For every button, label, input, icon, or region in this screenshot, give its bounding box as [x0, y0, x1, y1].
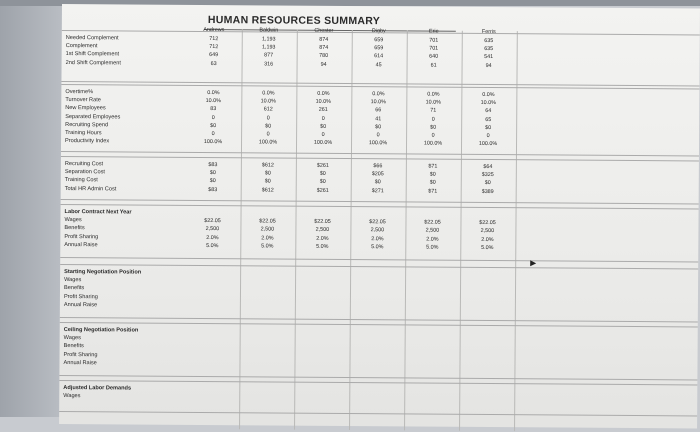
company-column-values — [247, 35, 291, 68]
cell-value — [246, 209, 290, 218]
cell-value — [466, 211, 510, 220]
cell-value: 649 — [209, 52, 219, 59]
cell-value: 0 — [431, 132, 435, 139]
company-header-ferris: Ferris — [481, 28, 496, 36]
cell-value: 1,193 — [261, 36, 276, 43]
company-column-values — [302, 36, 346, 69]
cell-value: 1,193 — [261, 44, 276, 51]
cell-value: 100.0% — [423, 140, 443, 147]
row-label: Overtime% — [65, 89, 94, 96]
cell-value: 877 — [264, 52, 274, 59]
cell-value: 5.0% — [261, 243, 274, 250]
company-column-values — [356, 90, 400, 148]
cell-value: 2,500 — [315, 227, 330, 234]
row-label: Benefits — [63, 285, 85, 292]
cell-value: 0 — [321, 115, 325, 122]
row-label: Training Hours — [65, 130, 102, 137]
cell-value: 0.0% — [372, 91, 385, 98]
cell-value: 2.0% — [481, 236, 494, 243]
cell-value: 10.0% — [370, 99, 386, 106]
cell-value: 0 — [431, 116, 435, 123]
cell-value: 65 — [485, 116, 492, 123]
row-label: Labor Contract Next Year — [64, 209, 132, 216]
cell-value: 45 — [375, 61, 382, 68]
cell-value: $612 — [261, 187, 274, 194]
cell-value: 0.0% — [317, 90, 330, 97]
cell-value — [191, 209, 235, 218]
cell-value: 2.0% — [371, 235, 384, 242]
cell-value: 10.0% — [315, 98, 331, 106]
row-label: Profit Sharing — [63, 351, 98, 358]
cell-value: 2,500 — [425, 227, 440, 235]
cell-value: $83 — [208, 186, 218, 193]
cell-value: $0 — [375, 124, 382, 131]
cell-value: 316 — [264, 61, 274, 68]
cell-value: $389 — [481, 188, 494, 195]
cell-value: 5.0% — [426, 244, 439, 251]
cell-value: $0 — [429, 171, 436, 178]
cell-value: $0 — [265, 123, 272, 130]
cell-value: $0 — [320, 123, 327, 130]
cell-value: $0 — [209, 178, 216, 185]
cell-value: $64 — [483, 163, 493, 171]
row-label: Starting Negotiation Position — [64, 269, 142, 276]
cell-value: 0 — [321, 131, 325, 138]
cell-value: 659 — [374, 45, 384, 52]
cell-value: 2.0% — [206, 234, 219, 241]
cell-value: $71 — [428, 163, 438, 170]
cell-value: 640 — [429, 53, 439, 61]
company-column-values — [411, 162, 455, 195]
company-column-values — [410, 210, 454, 251]
cell-value: 71 — [430, 107, 437, 115]
company-column-values — [191, 161, 235, 194]
row-label: Wages — [63, 335, 81, 342]
cell-value: 0 — [266, 131, 270, 138]
cell-value: $71 — [428, 188, 438, 195]
cell-value: 0 — [486, 132, 490, 140]
cell-value: 659 — [374, 37, 384, 44]
row-label: Annual Raise — [63, 301, 98, 309]
row-label: Total HR Admin Cost — [64, 185, 117, 192]
cell-value: 261 — [318, 107, 328, 114]
company-column-values — [300, 210, 344, 251]
row-label: New Employees — [65, 105, 106, 112]
cell-value: $325 — [481, 172, 494, 179]
cell-value: 94 — [485, 62, 492, 69]
cell-value: 94 — [320, 61, 327, 68]
cell-value: 612 — [263, 106, 273, 113]
cell-value: $83 — [208, 162, 218, 169]
cell-value: $22.05 — [259, 218, 276, 225]
cell-value: 635 — [484, 37, 494, 45]
cell-value: 0 — [266, 115, 270, 122]
cell-value: 2,500 — [205, 226, 220, 233]
row-label: Wages — [64, 277, 82, 284]
cell-value: $0 — [319, 171, 326, 178]
company-column-values — [246, 89, 290, 147]
cell-value: 63 — [210, 60, 217, 67]
company-column-values — [192, 35, 236, 68]
cell-value: $261 — [316, 162, 329, 169]
row-label: Training Cost — [64, 177, 98, 184]
cell-value — [301, 210, 345, 219]
cell-value: $261 — [316, 187, 329, 194]
cell-value: 100.0% — [258, 139, 278, 146]
cell-value: $22.05 — [479, 220, 496, 227]
cell-value: 0.0% — [482, 91, 495, 99]
cell-value: 100.0% — [203, 139, 223, 146]
row-label: Wages — [63, 393, 81, 400]
cell-value: 874 — [319, 44, 329, 52]
cell-value: 0 — [376, 132, 380, 139]
cell-value: 2.0% — [426, 236, 439, 243]
cell-value: 874 — [319, 36, 329, 43]
row-label: Adjusted Labor Demands — [63, 385, 132, 392]
company-column-values — [190, 209, 234, 250]
cell-value: 64 — [485, 108, 492, 115]
cell-value: 10.0% — [205, 98, 221, 105]
cell-value: 614 — [374, 53, 384, 60]
row-label: Turnover Rate — [65, 97, 101, 104]
company-header-erie: Erie — [428, 28, 439, 35]
cell-value: $0 — [430, 124, 437, 131]
company-column-values — [301, 90, 345, 148]
company-column-values — [356, 162, 400, 195]
cell-value: 0 — [211, 114, 215, 121]
row-label: Recruiting Spend — [65, 121, 109, 129]
cell-value: $0 — [209, 170, 216, 177]
cell-value: 635 — [484, 46, 494, 53]
cell-value: $0 — [210, 122, 217, 129]
report-title: HUMAN RESOURCES SUMMARY — [207, 14, 381, 28]
cell-value: 61 — [430, 62, 437, 69]
row-label: Separated Employees — [65, 113, 121, 121]
row-label: Recruiting Cost — [64, 161, 104, 168]
row-label: Benefits — [64, 225, 85, 232]
cell-value: $22.05 — [369, 219, 386, 226]
company-column-values — [246, 161, 290, 194]
row-label: Separation Cost — [64, 169, 105, 176]
row-label: Wages — [64, 217, 82, 224]
company-column-values — [355, 210, 399, 251]
cell-value: 2,500 — [370, 227, 385, 234]
cell-value: 712 — [209, 36, 219, 43]
row-label: Annual Raise — [63, 359, 97, 367]
cell-value: 0.0% — [262, 90, 275, 97]
row-label: Productivity Index — [65, 138, 110, 145]
cell-value: 10.0% — [480, 100, 496, 107]
row-label: Ceiling Negotiation Position — [63, 327, 139, 334]
cell-value: $612 — [261, 162, 274, 169]
cell-value: 41 — [375, 115, 382, 122]
cell-value: 0.0% — [207, 90, 220, 97]
company-column-values — [301, 162, 345, 195]
cell-value: 5.0% — [371, 243, 384, 251]
cell-value: $0 — [485, 124, 492, 131]
cell-value: 100.0% — [478, 141, 498, 148]
section-ceiling — [59, 322, 697, 380]
company-column-values — [412, 36, 456, 69]
cell-value: 83 — [210, 106, 217, 113]
cell-value: $0 — [484, 180, 491, 187]
arrow-right-icon — [530, 260, 536, 266]
company-column-values — [245, 209, 289, 250]
cell-value: $22.05 — [314, 218, 331, 226]
company-header-digby: Digby — [371, 28, 386, 35]
cell-value: 701 — [429, 45, 439, 52]
cell-value: $0 — [319, 179, 326, 186]
cell-value: 2,500 — [480, 228, 495, 235]
background-left — [0, 0, 62, 417]
cell-value: $0 — [374, 179, 381, 186]
cell-value: 100.0% — [368, 140, 388, 147]
cell-value: $0 — [429, 179, 436, 187]
company-header-andrews: Andrews — [203, 26, 225, 34]
cell-value: 10.0% — [260, 98, 276, 105]
report-sheet — [59, 4, 700, 428]
cell-value: 701 — [429, 37, 439, 44]
cell-value: 5.0% — [316, 243, 329, 250]
section-starting — [60, 264, 698, 322]
row-label: Annual Raise — [64, 241, 98, 249]
cell-value: 2,500 — [260, 226, 275, 233]
cell-value — [411, 210, 455, 219]
cell-value: 541 — [484, 54, 494, 61]
section-adjusted — [59, 380, 697, 416]
cell-value: 5.0% — [206, 242, 219, 249]
row-label: 1st Shift Complement — [65, 51, 120, 58]
company-column-values — [465, 211, 509, 252]
row-label: Needed Complement — [65, 35, 119, 42]
cell-value: $205 — [371, 171, 384, 178]
cell-value — [356, 210, 400, 219]
row-label: 2nd Shift Complement — [65, 59, 121, 67]
cell-value: 2.0% — [261, 235, 274, 242]
row-label: Profit Sharing — [64, 233, 99, 240]
cell-value: $0 — [264, 178, 271, 185]
cell-value: $22.05 — [424, 219, 441, 226]
cell-value: 100.0% — [313, 139, 333, 147]
cell-value: 0 — [211, 131, 215, 138]
cell-value: $0 — [264, 170, 271, 177]
cell-value: $66 — [373, 163, 383, 170]
cell-value: 712 — [209, 44, 219, 51]
cell-value: 10.0% — [425, 99, 441, 106]
company-column-values — [467, 37, 511, 70]
company-column-values — [357, 36, 401, 69]
company-header-chester: Chester — [314, 27, 334, 34]
cell-value: $271 — [371, 187, 384, 194]
row-label: Profit Sharing — [63, 293, 98, 300]
cell-value: $22.05 — [204, 218, 221, 225]
company-header-baldwin: Baldwin — [259, 27, 279, 34]
row-label: Benefits — [63, 343, 84, 350]
company-column-values — [411, 90, 455, 148]
row-label: Complement — [65, 43, 98, 50]
company-column-values — [191, 89, 235, 147]
cell-value: 2.0% — [316, 235, 329, 242]
cell-value: 66 — [375, 107, 382, 114]
cell-value: 0.0% — [427, 91, 440, 98]
company-column-values — [466, 91, 510, 149]
cell-value: 780 — [319, 53, 329, 60]
company-column-values — [466, 163, 510, 196]
cell-value: 5.0% — [481, 244, 494, 251]
